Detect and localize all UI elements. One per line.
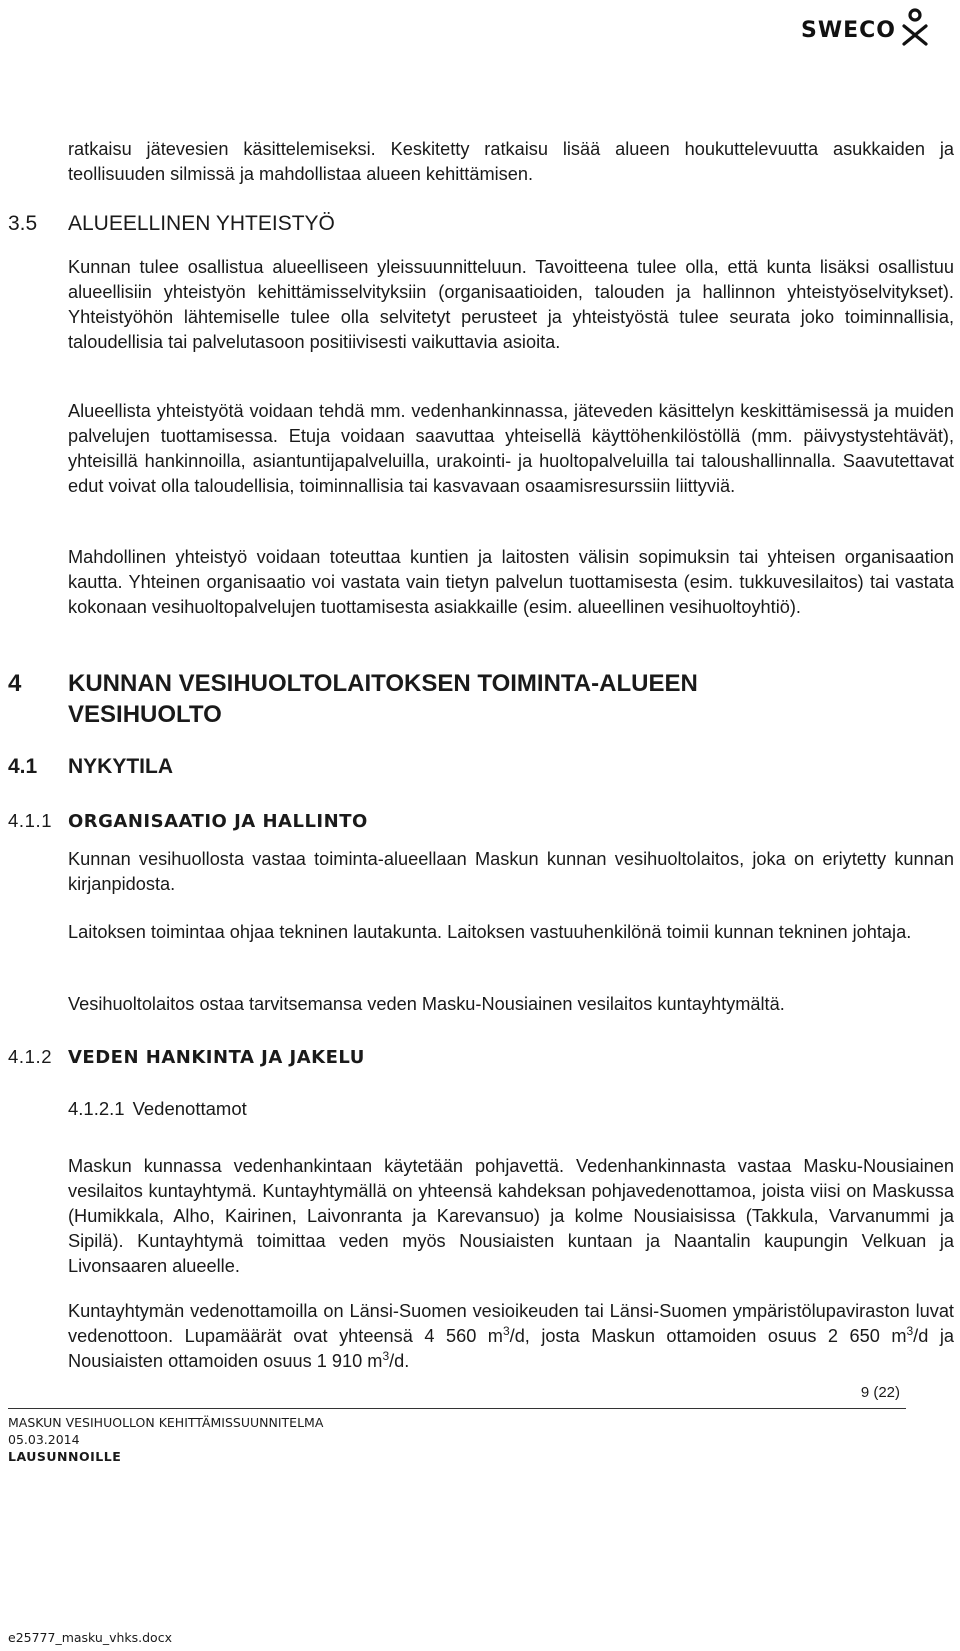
heading-4-1-2-1 (68, 1098, 247, 1120)
paragraph-4-1-2-1-b (68, 1299, 954, 1374)
sweco-logo (801, 14, 932, 46)
heading-title: Vedenottamot (132, 1098, 247, 1119)
heading-title: KUNNAN VESIHUOLTOLAITOKSEN TOIMINTA-ALUEEN VESIHUOLTO (68, 670, 698, 728)
page-number: 9 (22) (860, 1384, 900, 1401)
footer (8, 1414, 323, 1465)
text-run: Kuntayhtymän vedenottamoilla on Länsi-Suomen vesioikeuden tai Länsi-Suomen ympäristölupaviraston luvat vedenottoon. Lupamäärät ovat yhteensä 4 560 m (68, 1301, 954, 1346)
heading-number: 4.1.2 (8, 1046, 53, 1067)
heading-4-1-1 (8, 810, 368, 832)
heading-title: ORGANISAATIO JA HALLINTO (68, 811, 368, 832)
footer-doc-title: MASKUN VESIHUOLLON KEHITTÄMISSUUNNITELMA (8, 1415, 324, 1430)
paragraph-4-1-1-a: Kunnan vesihuollosta vastaa toiminta-alueellaan Maskun kunnan vesihuoltolaitos, joka on eriytetty kunnan kirjanpidosta. (68, 849, 954, 894)
text-run: /d, josta Maskun ottamoiden osuus 2 650 m (509, 1326, 907, 1346)
footer-divider (8, 1408, 906, 1409)
heading-4 (8, 668, 788, 730)
sweco-mark-icon (898, 6, 932, 46)
heading-title: NYKYTILA (68, 755, 173, 778)
text-run: /d. (389, 1351, 410, 1371)
footer-date: 05.03.2014 (8, 1432, 80, 1447)
heading-4-1 (8, 755, 173, 779)
paragraph-4-1-1-c: Vesihuoltolaitos ostaa tarvitsemansa veden Masku-Nousiainen vesilaitos kuntayhtymältä. (68, 994, 785, 1014)
heading-number: 4.1.1 (8, 810, 53, 831)
heading-number: 3.5 (8, 212, 38, 235)
paragraph-4-1-1-b: Laitoksen toimintaa ohjaa tekninen lautakunta. Laitoksen vastuuhenkilönä toimii kunnan tekninen johtaja. (68, 922, 912, 942)
superscript-3: 3 (502, 1323, 510, 1338)
footer-filename: e25777_masku_vhks.docx (8, 1630, 172, 1645)
paragraph-4-1-2-1-a: Maskun kunnassa vedenhankintaan käytetään pohjavettä. Vedenhankinnasta vastaa Masku-Nousiainen vesilaitos kuntayhtymä. Kuntayhtymällä on yhteensä kahdeksan pohjavedenottamoa, joista viisi on Maskussa (Humikkala, Alho, Kairinen, Laivonranta ja Karevansuo) ja kolme Nousiaisissa (Takkula, Varvanummi ja Sipilä). Kuntayhtymä toimittaa veden myös Nousiaisten kuntaan ja Naantalin kaupungin Velkuan ja Livonsaaren alueelle. (68, 1156, 954, 1276)
paragraph-3-5-b: Alueellista yhteistyötä voidaan tehdä mm. vedenhankinnassa, jäteveden käsittelyn keskittämisessä ja muiden palvelujen tuottamisessa. Etuja voidaan saavuttaa yhteisellä käyttöhenkilöstöllä (mm. päivystystehtävät), yhteisillä hankinnoilla, asiantuntijapalveluilla, urakointi- ja huoltopalveluilla tai taloushallinnalla. Saavutettavat edut voivat olla taloudellisia, toiminnallisia tai kasvavaan osaamisresurssiin liittyviä. (68, 401, 954, 496)
superscript-3: 3 (382, 1348, 390, 1363)
paragraph-intro: ratkaisu jätevesien käsittelemiseksi. Keskitetty ratkaisu lisää alueen houkuttelevuutta asukkaiden ja teollisuuden silmissä ja mahdollistaa alueen kehittämisen. (68, 139, 954, 184)
paragraph-3-5-c: Mahdollinen yhteistyö voidaan toteuttaa kuntien ja laitosten välisin sopimuksin tai yhteisen organisaation kautta. Yhteinen organisaatio voi vastata vain tietyn palvelun tuottamisesta (esim. tukkuvesilaitos) tai vastata kokonaan vesihuoltopalvelujen tuottamisesta asiakkaille (esim. alueellinen vesihuoltoyhtiö). (68, 547, 954, 617)
paragraph-3-5-a: Kunnan tulee osallistua alueelliseen yleissuunnitteluun. Tavoitteena tulee olla, että kunta lisäksi osallistuu alueellisiin yhteistyön kehittämisselvityksiin (organisaatioiden, talouden ja hallinnon yhteistyöselvitykset). Yhteistyöhön lähtemiselle tulee olla selvitetyt perusteet ja yhteistyöstä tulee seurata joko toiminnallisia, taloudellisia tai palvelutasoon positiivisesti vaikuttavia asioita. (68, 257, 954, 352)
logo-text: SWECO (801, 17, 896, 43)
heading-number: 4.1 (8, 755, 38, 778)
text-run: /d ja Nousiaisten ottamoiden osuus 1 910 m (68, 1326, 954, 1371)
heading-3-5 (8, 212, 335, 236)
heading-number: 4.1.2.1 (68, 1098, 125, 1119)
heading-title: VEDEN HANKINTA JA JAKELU (68, 1047, 365, 1068)
footer-status: LAUSUNNOILLE (8, 1449, 122, 1464)
superscript-3: 3 (906, 1323, 914, 1338)
heading-title: ALUEELLINEN YHTEISTYÖ (68, 212, 335, 235)
heading-number: 4 (8, 670, 22, 697)
heading-4-1-2 (8, 1046, 365, 1068)
